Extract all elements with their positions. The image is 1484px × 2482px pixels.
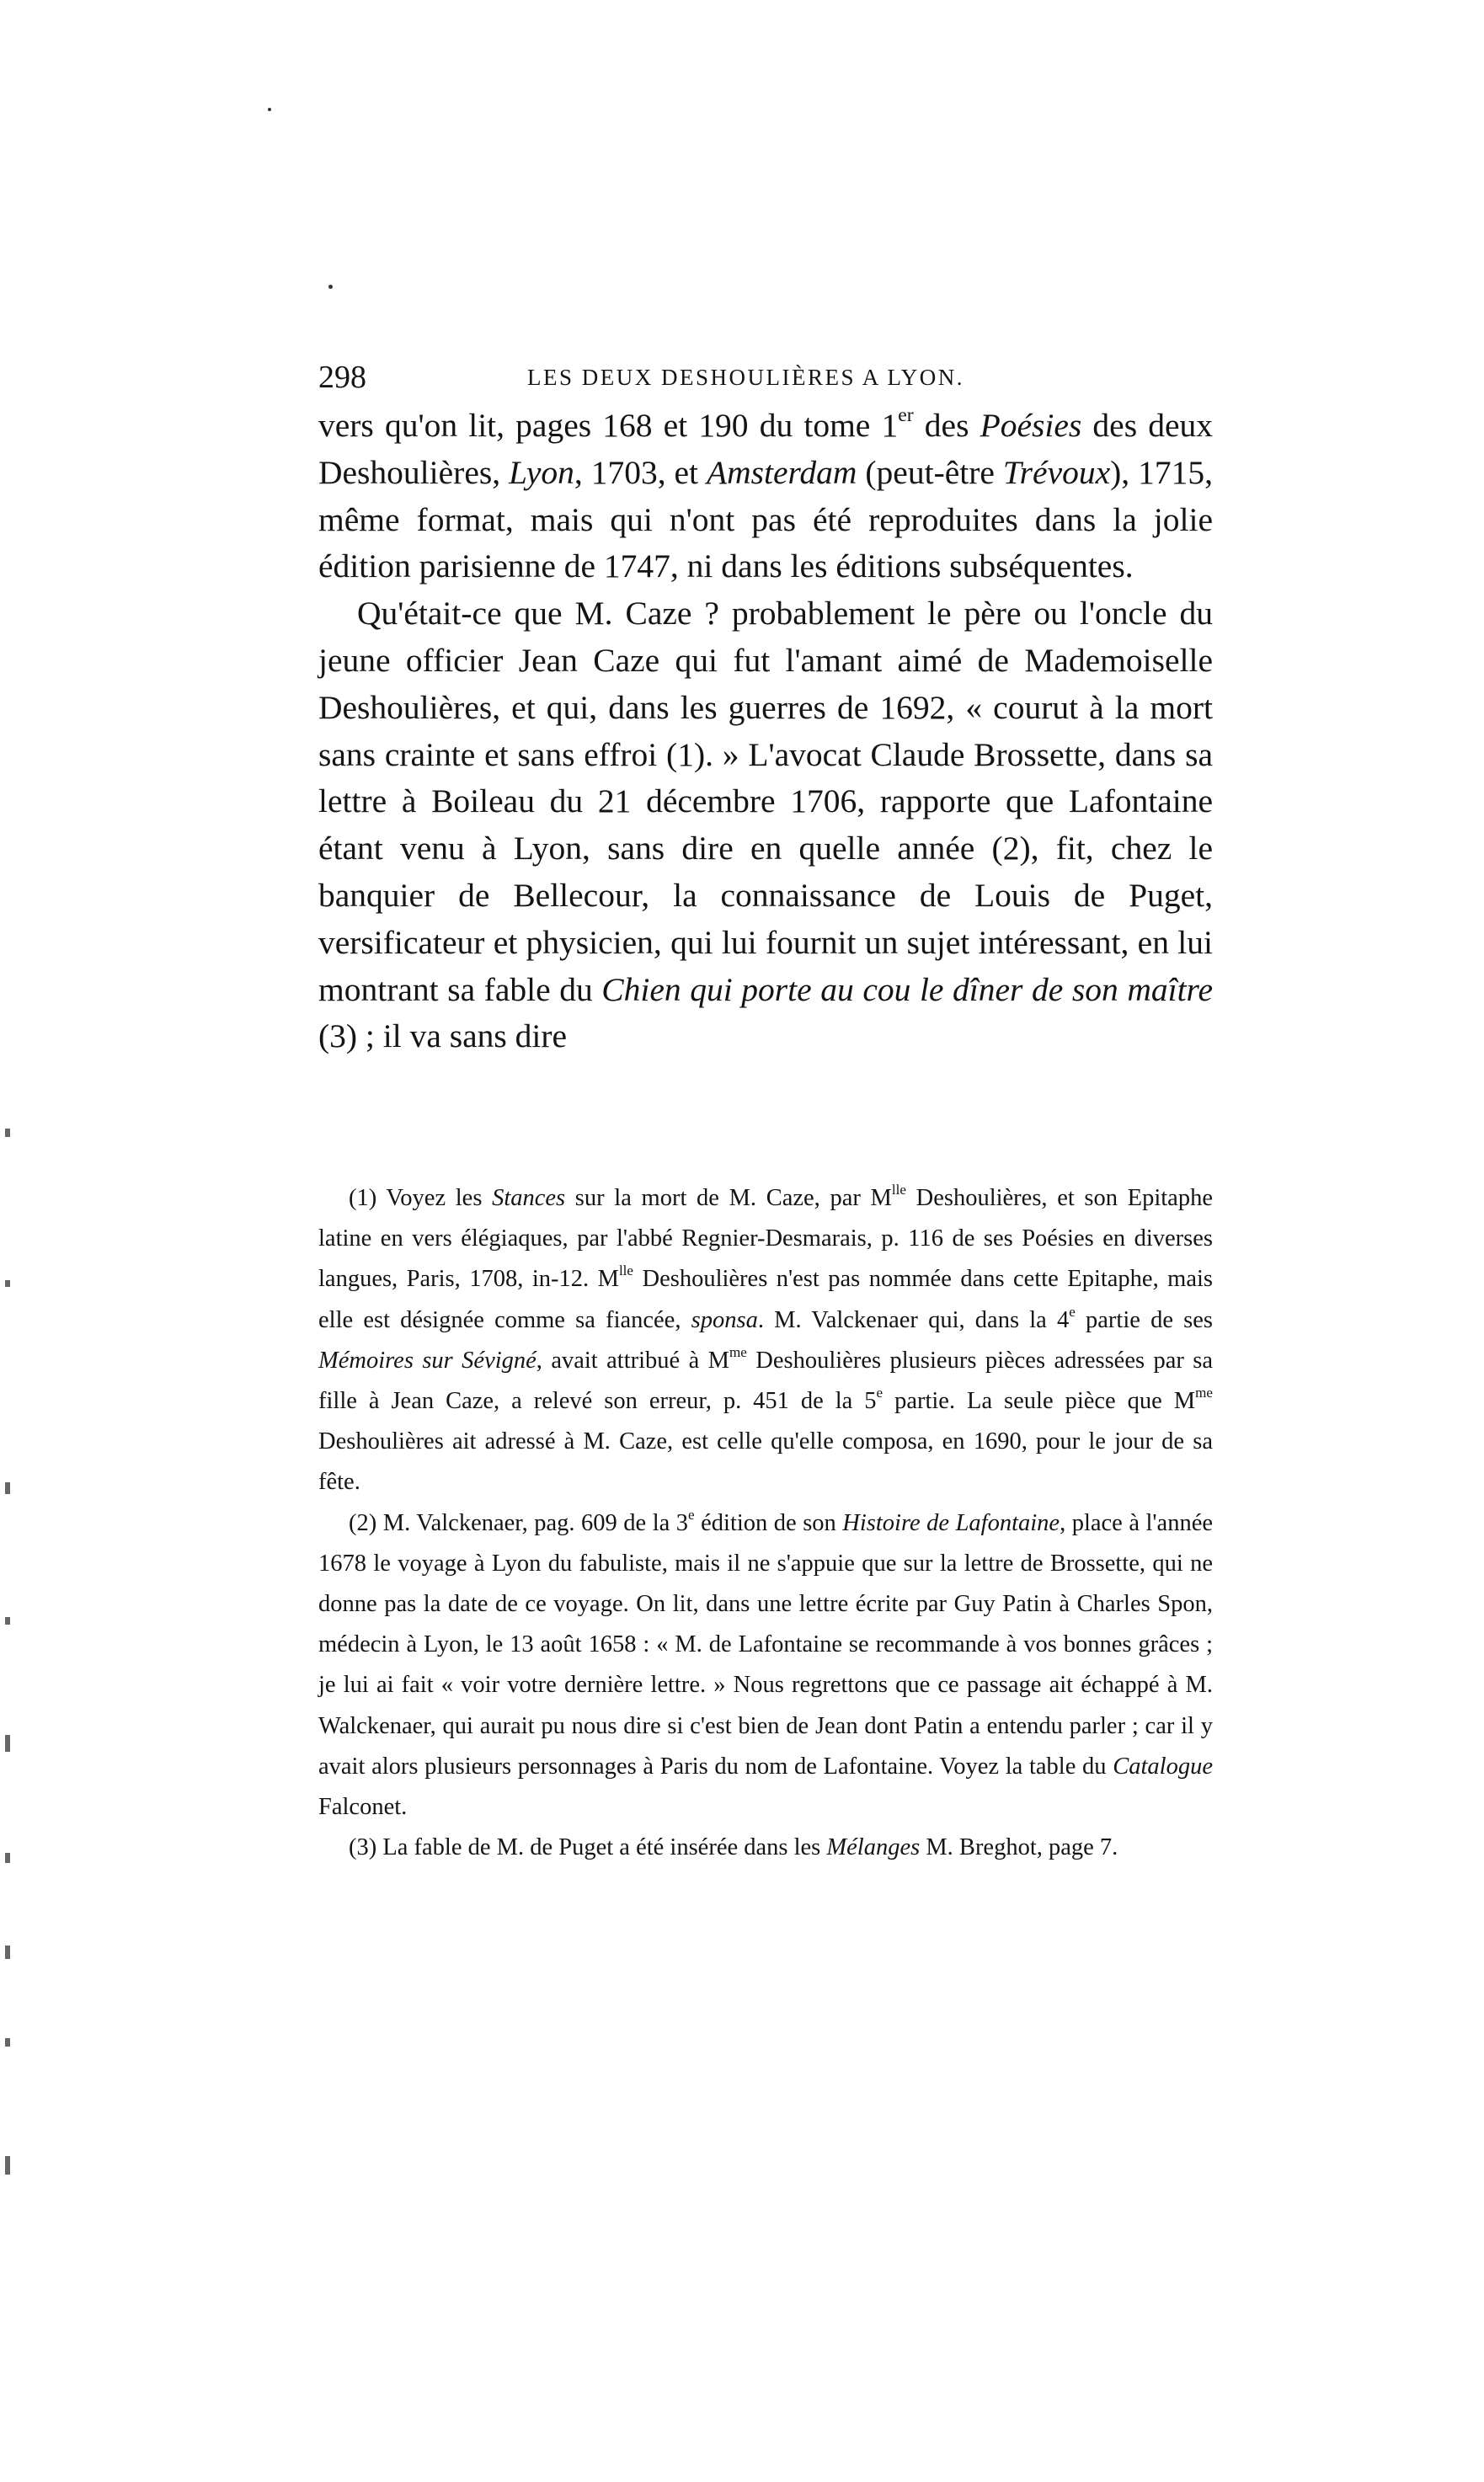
running-title: LES DEUX DESHOULIÈRES A LYON. bbox=[527, 365, 965, 390]
dust-speck bbox=[328, 285, 333, 289]
place-trevoux: Trévoux bbox=[1002, 453, 1111, 491]
footnote-1: (1) Voyez les Stances sur la mort de M. Caze, par $M^{lle}$ Deshoulières, et son Epitaphe latine en vers élégiaques, par l'abbé Regnier-Desmarais, p. 116 de ses Poésies en diverses langues, Paris, 1708, in-12. $M^{lle}$ Deshoulières n'est pas nommée dans cette Epitaphe, mais elle est désignée comme sa fiancée, sponsa. M. Valckenaer qui, dans la 4e partie de ses Mémoires sur Sévigné, avait attribué à $M^{me}$ Deshoulières plusieurs pièces adressées par sa fille à Jean Caze, a relevé son erreur, p. 451 de la 5e partie. La seule pièce que $M^{me}$ Deshoulières ait adressé à M. Caze, est celle qu'elle composa, en 1690, pour le jour de sa fête. bbox=[318, 1182, 1214, 1496]
footnote-3: (3) La fable de M. de Puget a été insérée dans les Mélanges M. Breghot, page 7. bbox=[349, 1834, 1118, 1861]
place-amsterdam: Amsterdam bbox=[706, 453, 857, 491]
body-paragraph: Qu'était-ce que M. Caze ? probablement le père ou l'oncle du jeune officier Jean Caze qui fut l'amant aimé de Mademoiselle Deshoulières, et qui, dans les guerres de 1692, « courut à la mort sans crainte et sans effroi (1). » L'avocat Claude Brossette, dans sa lettre à Boileau du 21 décembre 1706, rapporte que Lafontaine étant venu à Lyon, sans dire en quelle année (2), fit, chez le banquier de Bellecour, la connaissance de Louis de Puget, versificateur et physicien, qui lui fournit un sujet intéressant, en lui montrant sa fable du Chien qui porte au cou le dîner de son maître (3) ; il va sans dire bbox=[318, 595, 1213, 1055]
body-text bbox=[318, 403, 1213, 1060]
page-number: 298 bbox=[318, 360, 366, 395]
title-poesies: Poésies bbox=[980, 407, 1082, 444]
fable-title: Chien qui porte au cou le dîner de son maître bbox=[601, 970, 1213, 1008]
running-head bbox=[318, 354, 1213, 401]
place-lyon: Lyon bbox=[509, 453, 574, 491]
page-edge-marks bbox=[0, 1095, 19, 2358]
footnote-2: (2) M. Valckenaer, pag. 609 de la 3e édition de son Histoire de Lafontaine, place à l'année 1678 le voyage à Lyon du fabuliste, mais il ne s'appuie que sur la lettre de Brossette, qui ne donne pas la date de ce voyage. On lit, dans une lettre écrite par Guy Patin à Charles Spon, médecin à Lyon, le 13 août 1658 : « M. de Lafontaine se recommande à vos bonnes grâces ; je lui ai fait « voir votre dernière lettre. » Nous regrettons que ce passage ait échappé à M. Walckenaer, qui aurait pu nous dire si c'est bien de Jean dont Patin a entendu parler ; car il y avait alors plusieurs personnages à Paris du nom de Lafontaine. Voyez la table du Catalogue Falconet. bbox=[318, 1506, 1213, 1821]
dust-speck bbox=[268, 108, 271, 111]
body-paragraph: vers qu'on lit, pages 168 et 190 du tome 1er des Poésies des deux Deshoulières, Lyon, 1703, et Amsterdam (peut-être Trévoux), 1715, même format, mais qui n'ont pas été reproduites dans la jolie édition parisienne de 1747, ni dans les éditions subséquentes. bbox=[318, 404, 1213, 585]
footnotes bbox=[318, 1178, 1213, 1868]
